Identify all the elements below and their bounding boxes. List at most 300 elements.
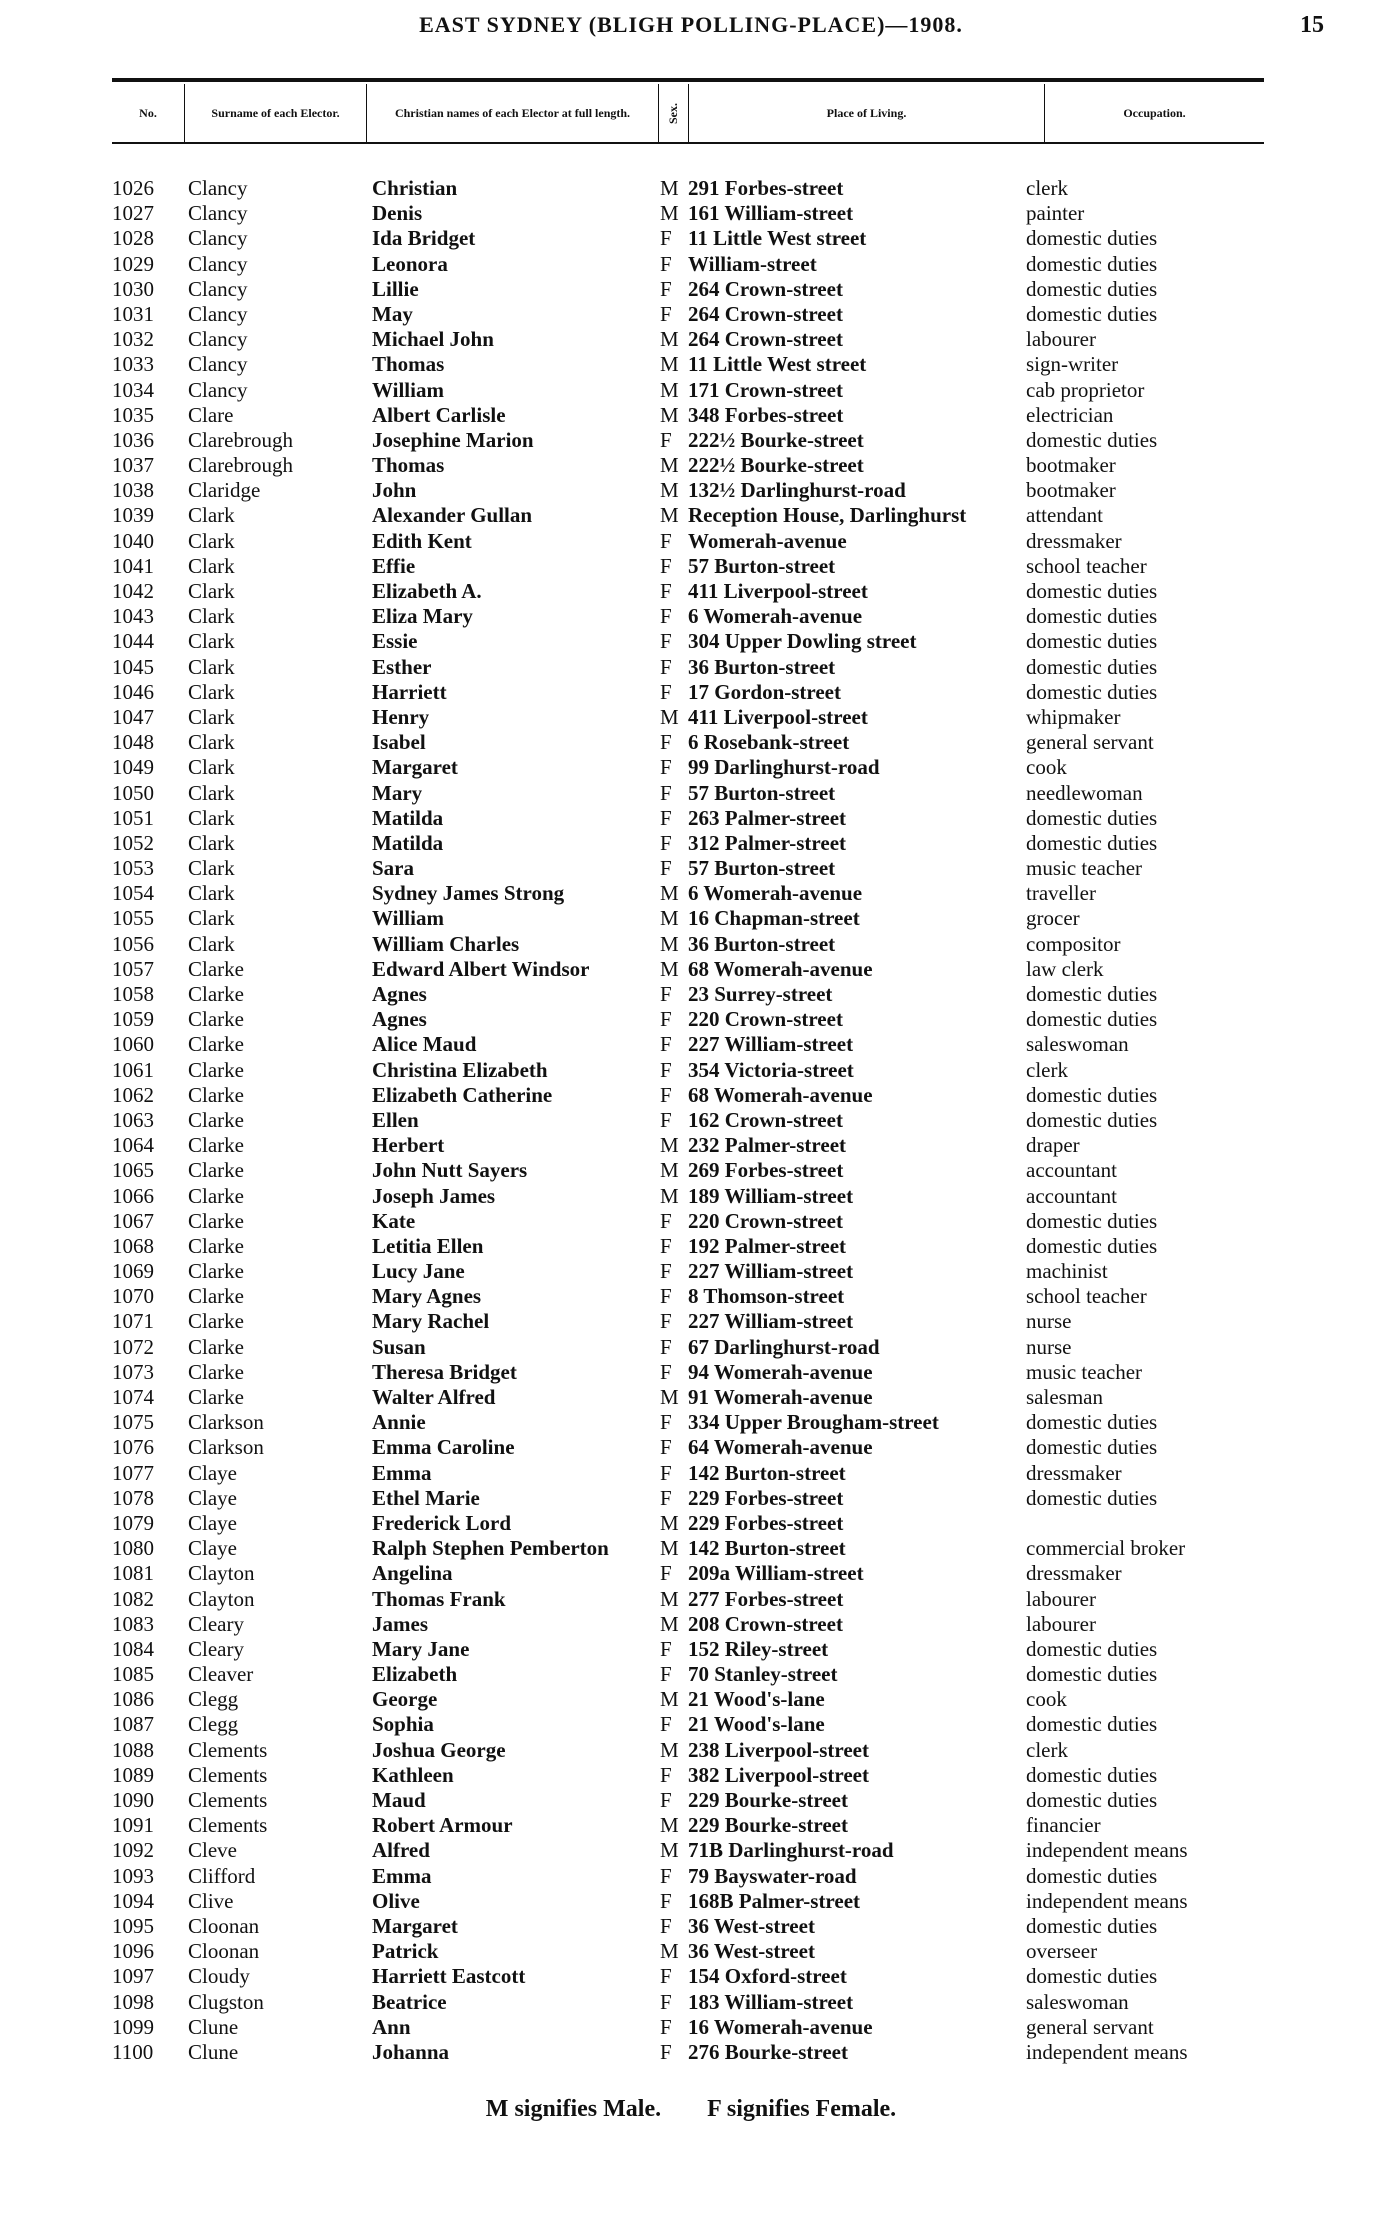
elector-christian-names: William (372, 377, 444, 402)
elector-occupation: domestic duties (1026, 1636, 1158, 1661)
elector-occupation: bootmaker (1026, 453, 1116, 478)
elector-place-of-living: 21 Wood's-lane (688, 1712, 825, 1737)
elector-place-of-living: 264 Crown-street (688, 301, 843, 326)
elector-place-of-living: 91 Womerah-avenue (688, 1385, 873, 1409)
elector-surname: Claye (188, 1536, 237, 1561)
elector-number: 1077 (112, 1460, 154, 1485)
column-header-occupation: Occupation. (1044, 84, 1264, 142)
elector-number: 1087 (112, 1712, 154, 1737)
table-row (0, 1083, 1382, 1108)
elector-sex: M (660, 1687, 679, 1712)
elector-occupation: independent means (1026, 1838, 1188, 1863)
elector-number: 1054 (112, 881, 154, 906)
elector-number: 1064 (112, 1133, 154, 1158)
table-row (0, 1461, 1382, 1486)
table-row (0, 453, 1382, 478)
elector-occupation: painter (1026, 201, 1085, 226)
table-row (0, 1813, 1382, 1838)
table-row (0, 2015, 1382, 2040)
elector-occupation: domestic duties (1026, 1762, 1158, 1787)
table-row (0, 503, 1382, 528)
elector-occupation: electrician (1026, 402, 1114, 427)
elector-sex: F (660, 1334, 672, 1359)
elector-surname: Clarke (188, 1309, 244, 1334)
elector-christian-names: Agnes (372, 982, 427, 1006)
elector-number: 1033 (112, 352, 154, 377)
elector-place-of-living: 269 Forbes-street (688, 1158, 844, 1183)
elector-place-of-living: 57 Burton-street (688, 856, 836, 881)
elector-surname: Clarkson (188, 1410, 264, 1435)
elector-surname: Clarke (188, 1032, 244, 1057)
elector-occupation: grocer (1026, 906, 1080, 931)
table-row (0, 1662, 1382, 1687)
elector-occupation: dressmaker (1026, 1460, 1122, 1485)
elector-sex: F (660, 1561, 672, 1586)
table-row (0, 1838, 1382, 1863)
elector-sex: M (660, 906, 679, 931)
table-row (0, 176, 1382, 201)
elector-number: 1038 (112, 478, 154, 503)
elector-surname: Clements (188, 1788, 268, 1812)
elector-surname: Claridge (188, 478, 261, 503)
column-headers (112, 84, 1264, 142)
elector-number: 1048 (112, 730, 154, 755)
table-row (0, 730, 1382, 755)
elector-sex: M (660, 931, 679, 956)
elector-place-of-living: 263 Palmer-street (688, 805, 847, 830)
elector-number: 1098 (112, 1989, 154, 2014)
elector-occupation: music teacher (1026, 856, 1143, 881)
elector-christian-names: Harriett Eastcott (372, 1964, 526, 1989)
elector-christian-names: Albert Carlisle (372, 402, 506, 427)
elector-number: 1076 (112, 1435, 154, 1460)
elector-surname: Clancy (188, 176, 248, 200)
elector-sex: F (660, 856, 672, 881)
elector-number: 1047 (112, 704, 154, 729)
elector-sex: F (660, 1410, 672, 1435)
elector-number: 1062 (112, 1082, 154, 1107)
elector-surname: Clugston (188, 1989, 264, 2014)
table-row (0, 1612, 1382, 1637)
elector-christian-names: Effie (372, 553, 416, 578)
elector-surname: Clifford (188, 1863, 256, 1888)
elector-sex: F (660, 654, 672, 679)
elector-occupation: draper (1026, 1133, 1080, 1158)
elector-surname: Clark (188, 528, 235, 553)
elector-number: 1031 (112, 301, 154, 326)
elector-christian-names: Edward Albert Windsor (372, 956, 590, 981)
elector-surname: Clark (188, 805, 235, 830)
elector-sex: F (660, 1107, 672, 1132)
table-row (0, 1964, 1382, 1989)
elector-christian-names: May (372, 301, 413, 326)
elector-number: 1097 (112, 1964, 154, 1989)
elector-number: 1045 (112, 654, 154, 679)
elector-sex: F (660, 1913, 672, 1938)
elector-sex: F (660, 226, 672, 251)
header-rule-top (112, 78, 1264, 82)
elector-christian-names: Eliza Mary (372, 604, 473, 629)
table-row (0, 428, 1382, 453)
elector-occupation: domestic duties (1026, 604, 1158, 629)
elector-christian-names: Emma (372, 1863, 432, 1888)
elector-christian-names: Olive (372, 1888, 420, 1913)
elector-sex: M (660, 1611, 679, 1636)
elector-number: 1071 (112, 1309, 154, 1334)
elector-christian-names: Emma Caroline (372, 1435, 515, 1460)
elector-occupation: domestic duties (1026, 830, 1158, 855)
elector-place-of-living: 220 Crown-street (688, 1208, 843, 1233)
elector-place-of-living: 208 Crown-street (688, 1611, 843, 1636)
table-row (0, 579, 1382, 604)
elector-christian-names: Robert Armour (372, 1813, 513, 1838)
elector-occupation: labourer (1026, 1611, 1096, 1636)
table-row (0, 629, 1382, 654)
elector-sex: F (660, 780, 672, 805)
elector-place-of-living: 6 Womerah-avenue (688, 881, 863, 906)
elector-number: 1056 (112, 931, 154, 956)
elector-place-of-living: 94 Womerah-avenue (688, 1359, 873, 1384)
elector-place-of-living: 16 Chapman-street (688, 906, 860, 931)
elector-christian-names: Sophia (372, 1712, 434, 1737)
elector-number: 1082 (112, 1586, 154, 1611)
elector-place-of-living: 142 Burton-street (688, 1536, 846, 1561)
elector-occupation: domestic duties (1026, 1964, 1158, 1989)
elector-sex: F (660, 1259, 672, 1284)
elector-christian-names: Lillie (372, 276, 419, 301)
elector-christian-names: Alfred (372, 1838, 430, 1863)
elector-sex: F (660, 982, 672, 1006)
table-row (0, 1712, 1382, 1737)
table-row (0, 1259, 1382, 1284)
elector-place-of-living: 16 Womerah-avenue (688, 2014, 873, 2039)
elector-christian-names: Kate (372, 1208, 416, 1233)
elector-occupation: whipmaker (1026, 704, 1121, 729)
elector-place-of-living: 276 Bourke-street (688, 2039, 848, 2064)
elector-number: 1088 (112, 1737, 154, 1762)
table-row (0, 957, 1382, 982)
elector-place-of-living: 8 Thomson-street (688, 1284, 845, 1309)
elector-surname: Clark (188, 755, 235, 780)
elector-place-of-living: Womerah-avenue (688, 528, 847, 553)
elector-sex: F (660, 1662, 672, 1687)
elector-surname: Clark (188, 856, 235, 881)
elector-occupation: clerk (1026, 176, 1068, 200)
header-rule-bottom (112, 142, 1264, 144)
page-title: EAST SYDNEY (BLIGH POLLING-PLACE)—1908. (419, 12, 963, 37)
elector-occupation: domestic duties (1026, 1712, 1158, 1737)
table-row (0, 1587, 1382, 1612)
elector-number: 1074 (112, 1385, 154, 1409)
elector-surname: Clancy (188, 377, 248, 402)
table-row (0, 1032, 1382, 1057)
elector-place-of-living: 220 Crown-street (688, 1007, 843, 1032)
elector-surname: Claye (188, 1485, 237, 1510)
elector-christian-names: Alice Maud (372, 1032, 477, 1057)
elector-number: 1100 (112, 2039, 154, 2064)
elector-occupation: clerk (1026, 1057, 1068, 1082)
elector-occupation: attendant (1026, 503, 1103, 528)
elector-sex: F (660, 1863, 672, 1888)
elector-place-of-living: 79 Bayswater-road (688, 1863, 857, 1888)
elector-christian-names: Elizabeth A. (372, 579, 482, 603)
elector-surname: Clark (188, 503, 235, 528)
elector-place-of-living: 161 William-street (688, 201, 854, 226)
elector-surname: Cleary (188, 1611, 244, 1636)
elector-occupation: domestic duties (1026, 679, 1158, 704)
elector-christian-names: Ann (372, 2014, 411, 2039)
elector-christian-names: Matilda (372, 830, 444, 855)
elector-occupation: general servant (1026, 730, 1154, 755)
elector-number: 1089 (112, 1762, 154, 1787)
elector-surname: Clark (188, 604, 235, 629)
elector-sex: F (660, 1007, 672, 1032)
elector-place-of-living: 57 Burton-street (688, 780, 836, 805)
elector-sex: F (660, 553, 672, 578)
elector-surname: Cleary (188, 1636, 244, 1661)
table-row (0, 529, 1382, 554)
elector-occupation: cook (1026, 1687, 1067, 1712)
elector-christian-names: Ida Bridget (372, 226, 476, 251)
elector-number: 1094 (112, 1888, 154, 1913)
elector-christian-names: Annie (372, 1410, 426, 1435)
elector-surname: Clark (188, 881, 235, 906)
elector-christian-names: Mary Jane (372, 1636, 470, 1661)
elector-christian-names: Joshua George (372, 1737, 506, 1762)
elector-christian-names: Johanna (372, 2039, 450, 2064)
elector-occupation: general servant (1026, 2014, 1154, 2039)
elector-occupation: commercial broker (1026, 1536, 1186, 1561)
table-row (0, 252, 1382, 277)
elector-sex: M (660, 352, 679, 377)
elector-surname: Clark (188, 579, 235, 603)
elector-number: 1072 (112, 1334, 154, 1359)
elector-place-of-living: 132½ Darlinghurst-road (688, 478, 906, 503)
elector-place-of-living: 11 Little West street (688, 352, 867, 377)
elector-occupation: domestic duties (1026, 1107, 1158, 1132)
elector-occupation: domestic duties (1026, 579, 1158, 603)
elector-sex: F (660, 1032, 672, 1057)
elector-place-of-living: 232 Palmer-street (688, 1133, 847, 1158)
elector-occupation: sign-writer (1026, 352, 1119, 377)
elector-surname: Clancy (188, 251, 248, 276)
elector-number: 1050 (112, 780, 154, 805)
table-row (0, 1511, 1382, 1536)
elector-place-of-living: 227 William-street (688, 1032, 854, 1057)
table-row (0, 932, 1382, 957)
elector-surname: Clancy (188, 352, 248, 377)
elector-surname: Clancy (188, 327, 248, 352)
elector-christian-names: Isabel (372, 730, 426, 755)
elector-occupation: domestic duties (1026, 1082, 1158, 1107)
elector-sex: F (660, 1788, 672, 1812)
elector-place-of-living: 11 Little West street (688, 226, 867, 251)
elector-number: 1063 (112, 1107, 154, 1132)
elector-occupation: financier (1026, 1813, 1101, 1838)
elector-place-of-living: 99 Darlinghurst-road (688, 755, 880, 780)
elector-sex: F (660, 755, 672, 780)
elector-number: 1052 (112, 830, 154, 855)
elector-sex: F (660, 629, 672, 654)
elector-surname: Clarke (188, 1259, 244, 1284)
elector-place-of-living: 264 Crown-street (688, 276, 843, 301)
elector-occupation: accountant (1026, 1183, 1117, 1208)
elector-surname: Cloudy (188, 1964, 250, 1989)
elector-sex: F (660, 1636, 672, 1661)
elector-number: 1092 (112, 1838, 154, 1863)
elector-surname: Clark (188, 553, 235, 578)
elector-christian-names: Christian (372, 176, 458, 200)
elector-christian-names: Walter Alfred (372, 1385, 496, 1409)
elector-number: 1069 (112, 1259, 154, 1284)
elector-surname: Clarke (188, 1385, 244, 1409)
elector-christian-names: Agnes (372, 1007, 427, 1032)
table-row (0, 302, 1382, 327)
elector-place-of-living: 227 William-street (688, 1259, 854, 1284)
elector-place-of-living: 64 Womerah-avenue (688, 1435, 873, 1460)
elector-christian-names: Ethel Marie (372, 1485, 480, 1510)
elector-sex: M (660, 201, 679, 226)
elector-number: 1070 (112, 1284, 154, 1309)
elector-surname: Clarke (188, 1233, 244, 1258)
page-header (0, 12, 1382, 42)
elector-surname: Clarebrough (188, 453, 293, 478)
elector-number: 1061 (112, 1057, 154, 1082)
elector-place-of-living: 229 Bourke-street (688, 1813, 848, 1838)
table-row (0, 1914, 1382, 1939)
elector-place-of-living: 36 West-street (688, 1913, 815, 1938)
elector-surname: Clarke (188, 1208, 244, 1233)
table-row (0, 378, 1382, 403)
elector-christian-names: William (372, 906, 444, 931)
elector-sex: F (660, 1762, 672, 1787)
elector-occupation: domestic duties (1026, 1913, 1158, 1938)
elector-occupation: overseer (1026, 1939, 1098, 1964)
elector-sex: M (660, 478, 679, 503)
table-row (0, 1209, 1382, 1234)
elector-occupation: independent means (1026, 2039, 1188, 2064)
elector-christian-names: Mary Agnes (372, 1284, 482, 1309)
elector-place-of-living: 36 West-street (688, 1939, 815, 1964)
elector-christian-names: William Charles (372, 931, 520, 956)
elector-occupation: dressmaker (1026, 1561, 1122, 1586)
elector-occupation: domestic duties (1026, 1233, 1158, 1258)
table-row (0, 1687, 1382, 1712)
elector-surname: Clarke (188, 1107, 244, 1132)
elector-occupation: nurse (1026, 1309, 1072, 1334)
elector-sex: M (660, 1586, 679, 1611)
elector-surname: Clare (188, 402, 234, 427)
page-number: 15 (1300, 12, 1324, 38)
elector-place-of-living: 71B Darlinghurst-road (688, 1838, 894, 1863)
elector-occupation: music teacher (1026, 1359, 1143, 1384)
elector-sex: M (660, 1813, 679, 1838)
elector-occupation: domestic duties (1026, 1410, 1158, 1435)
elector-occupation: dressmaker (1026, 528, 1122, 553)
elector-place-of-living: 411 Liverpool-street (688, 704, 868, 729)
table-row (0, 1561, 1382, 1586)
elector-christian-names: Letitia Ellen (372, 1233, 484, 1258)
table-row (0, 1763, 1382, 1788)
elector-surname: Clark (188, 654, 235, 679)
elector-number: 1051 (112, 805, 154, 830)
elector-occupation: bootmaker (1026, 478, 1116, 503)
table-row (0, 403, 1382, 428)
elector-number: 1093 (112, 1863, 154, 1888)
table-row (0, 2040, 1382, 2065)
table-row (0, 655, 1382, 680)
elector-christian-names: Margaret (372, 755, 458, 780)
elector-occupation: independent means (1026, 1888, 1188, 1913)
elector-surname: Clegg (188, 1687, 239, 1712)
elector-number: 1083 (112, 1611, 154, 1636)
elector-surname: Clarke (188, 1133, 244, 1158)
elector-christian-names: Ellen (372, 1107, 419, 1132)
elector-surname: Clark (188, 906, 235, 931)
table-row (0, 1410, 1382, 1435)
elector-occupation: domestic duties (1026, 251, 1158, 276)
elector-number: 1057 (112, 956, 154, 981)
elector-place-of-living: 67 Darlinghurst-road (688, 1334, 880, 1359)
column-header-no: No. (139, 105, 157, 120)
elector-number: 1096 (112, 1939, 154, 1964)
elector-occupation: saleswoman (1026, 1989, 1129, 2014)
elector-number: 1066 (112, 1183, 154, 1208)
elector-place-of-living: 68 Womerah-avenue (688, 1082, 873, 1107)
elector-place-of-living: 304 Upper Dowling street (688, 629, 917, 654)
elector-christian-names: Thomas (372, 453, 445, 478)
elector-number: 1049 (112, 755, 154, 780)
elector-number: 1043 (112, 604, 154, 629)
table-row (0, 1385, 1382, 1410)
table-row (0, 906, 1382, 931)
elector-sex: F (660, 830, 672, 855)
elector-place-of-living: William-street (688, 251, 817, 276)
legend-male: M signifies Male. (485, 2096, 662, 2122)
table-row (0, 1738, 1382, 1763)
elector-sex: F (660, 1233, 672, 1258)
elector-christian-names: George (372, 1687, 438, 1712)
elector-christian-names: Margaret (372, 1913, 458, 1938)
elector-surname: Clarke (188, 1158, 244, 1183)
elector-number: 1041 (112, 553, 154, 578)
elector-christian-names: Essie (372, 629, 418, 654)
elector-sex: F (660, 1435, 672, 1460)
column-header-surname: Surname of each Elector. (184, 84, 366, 142)
elector-number: 1095 (112, 1913, 154, 1938)
elector-place-of-living: 171 Crown-street (688, 377, 843, 402)
elector-christian-names: Patrick (372, 1939, 439, 1964)
elector-surname: Claye (188, 1460, 237, 1485)
elector-christian-names: John Nutt Sayers (372, 1158, 528, 1183)
elector-christian-names: Theresa Bridget (372, 1359, 517, 1384)
elector-occupation: cook (1026, 755, 1067, 780)
elector-christian-names: Sara (372, 856, 414, 881)
elector-number: 1067 (112, 1208, 154, 1233)
elector-christian-names: Edith Kent (372, 528, 472, 553)
legend-female: F signifies Female. (707, 2096, 897, 2122)
elector-place-of-living: 21 Wood's-lane (688, 1687, 825, 1712)
elector-christian-names: Susan (372, 1334, 426, 1359)
elector-number: 1059 (112, 1007, 154, 1032)
elector-christian-names: Beatrice (372, 1989, 447, 2014)
elector-surname: Cloonan (188, 1913, 260, 1938)
elector-occupation: labourer (1026, 327, 1096, 352)
elector-place-of-living: 142 Burton-street (688, 1460, 846, 1485)
elector-number: 1027 (112, 201, 154, 226)
elector-surname: Clark (188, 830, 235, 855)
elector-place-of-living: 382 Liverpool-street (688, 1762, 869, 1787)
